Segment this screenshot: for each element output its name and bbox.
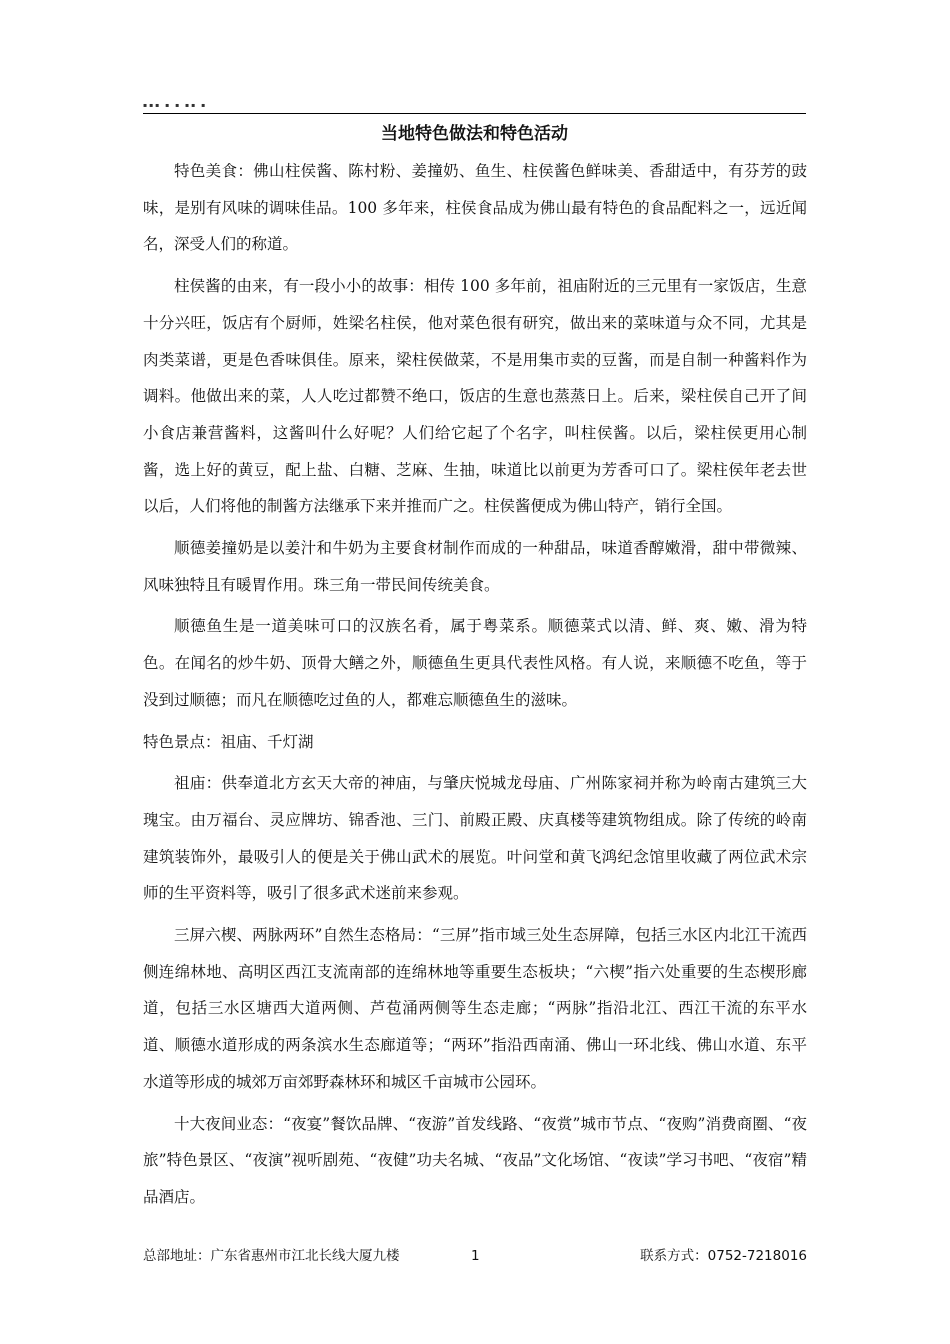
- document-body: [143, 153, 807, 1221]
- paragraph-zhuhou-sauce-origin: 柱侯酱的由来，有一段小小的故事：相传 100 多年前，祖庙附近的三元里有一家饭店，生意十分兴旺，饭店有个厨师，姓梁名柱侯，他对菜色很有研究，做出来的菜味道与众不同，尤其是肉类菜谱，更是色香味俱佳。原来，梁柱侯做菜，不是用集市卖的豆酱，而是自制一种酱料作为调料。他做出来的菜，人人吃过都赞不绝口，饭店的生意也蒸蒸日上。后来，梁柱侯自己开了间小食店兼营酱料，这酱叫什么好呢？人们给它起了个名字，叫柱侯酱。以后，梁柱侯更用心制酱，选上好的黄豆，配上盐、白糖、芝麻、生抽，味道比以前更为芳香可口了。梁柱侯年老去世以后，人们将他的制酱方法继承下来并推而广之。柱侯酱便成为佛山特产，销行全国。: [143, 277, 807, 516]
- paragraph-night-economy: 十大夜间业态：“夜宴”餐饮品牌、“夜游”首发线路、“夜赏”城市节点、“夜购”消费商圈、“夜旅”特色景区、“夜演”视听剧苑、“夜健”功夫名城、“夜品”文化场馆、“夜读”学习书吧、“夜宿”精品酒店。: [143, 1114, 807, 1206]
- paragraph-ecology-layout: 三屏六楔、两脉两环”自然生态格局：“三屏”指市域三处生态屏障，包括三水区内北江干流西侧连绵林地、高明区西江支流南部的连绵林地等重要生态板块；“六楔”指六处重要的生态楔形廊道，包括三水区塘西大道两侧、芦苞涌两侧等生态走廊；“两脉”指沿北江、西江干流的东平水道、顺德水道形成的两条滨水生态廊道等；“两环”指沿西南涌、佛山一环北线、佛山水道、东平水道等形成的城郊万亩郊野森林环和城区千亩城市公园环。: [143, 926, 807, 1091]
- paragraph-specialty-food: 特色美食：佛山柱侯酱、陈村粉、姜撞奶、鱼生、柱侯酱色鲜味美、香甜适中，有芬芳的豉味，是别有风味的调味佳品。100 多年来，柱侯食品成为佛山最有特色的食品配料之一，远近闻名，深受人们的称道。: [143, 162, 807, 254]
- page-footer: [143, 1245, 807, 1267]
- page-title: 当地特色做法和特色活动: [381, 124, 568, 144]
- header-rule: [143, 113, 806, 114]
- footer-address: 总部地址：广东省惠州市江北长线大厦九楼: [143, 1248, 400, 1264]
- footer-contact: 联系方式：0752-7218016: [640, 1248, 807, 1264]
- paragraph-attractions-heading: 特色景点：祖庙、千灯湖: [143, 732, 314, 751]
- paragraph-ancestral-temple: 祖庙：供奉道北方玄天大帝的神庙，与肇庆悦城龙母庙、广州陈家祠并称为岭南古建筑三大瑰宝。由万福台、灵应牌坊、锦香池、三门、前殿正殿、庆真楼等建筑物组成。除了传统的岭南建筑装饰外，最吸引人的便是关于佛山武术的展览。叶问堂和黄飞鸿纪念馆里收藏了两位武术宗师的生平资料等，吸引了很多武术迷前来参观。: [143, 774, 807, 903]
- footer-page-number: 1: [471, 1248, 480, 1264]
- paragraph-raw-fish: 顺德鱼生是一道美味可口的汉族名肴，属于粤菜系。顺德菜式以清、鲜、爽、嫩、滑为特色。在闻名的炒牛奶、顶骨大鳝之外，顺德鱼生更具代表性风格。有人说，来顺德不吃鱼，等于没到过顺德；而凡在顺德吃过鱼的人，都难忘顺德鱼生的滋味。: [143, 617, 807, 709]
- paragraph-ginger-milk: 顺德姜撞奶是以姜汁和牛奶为主要食材制作而成的一种甜品，味道香醇嫩滑，甜中带微辣、风味独特且有暖胃作用。珠三角一带民间传统美食。: [143, 539, 807, 594]
- header-marks: ▪▪▪ ▪ ▪ ▪▪ ▪: [143, 102, 208, 109]
